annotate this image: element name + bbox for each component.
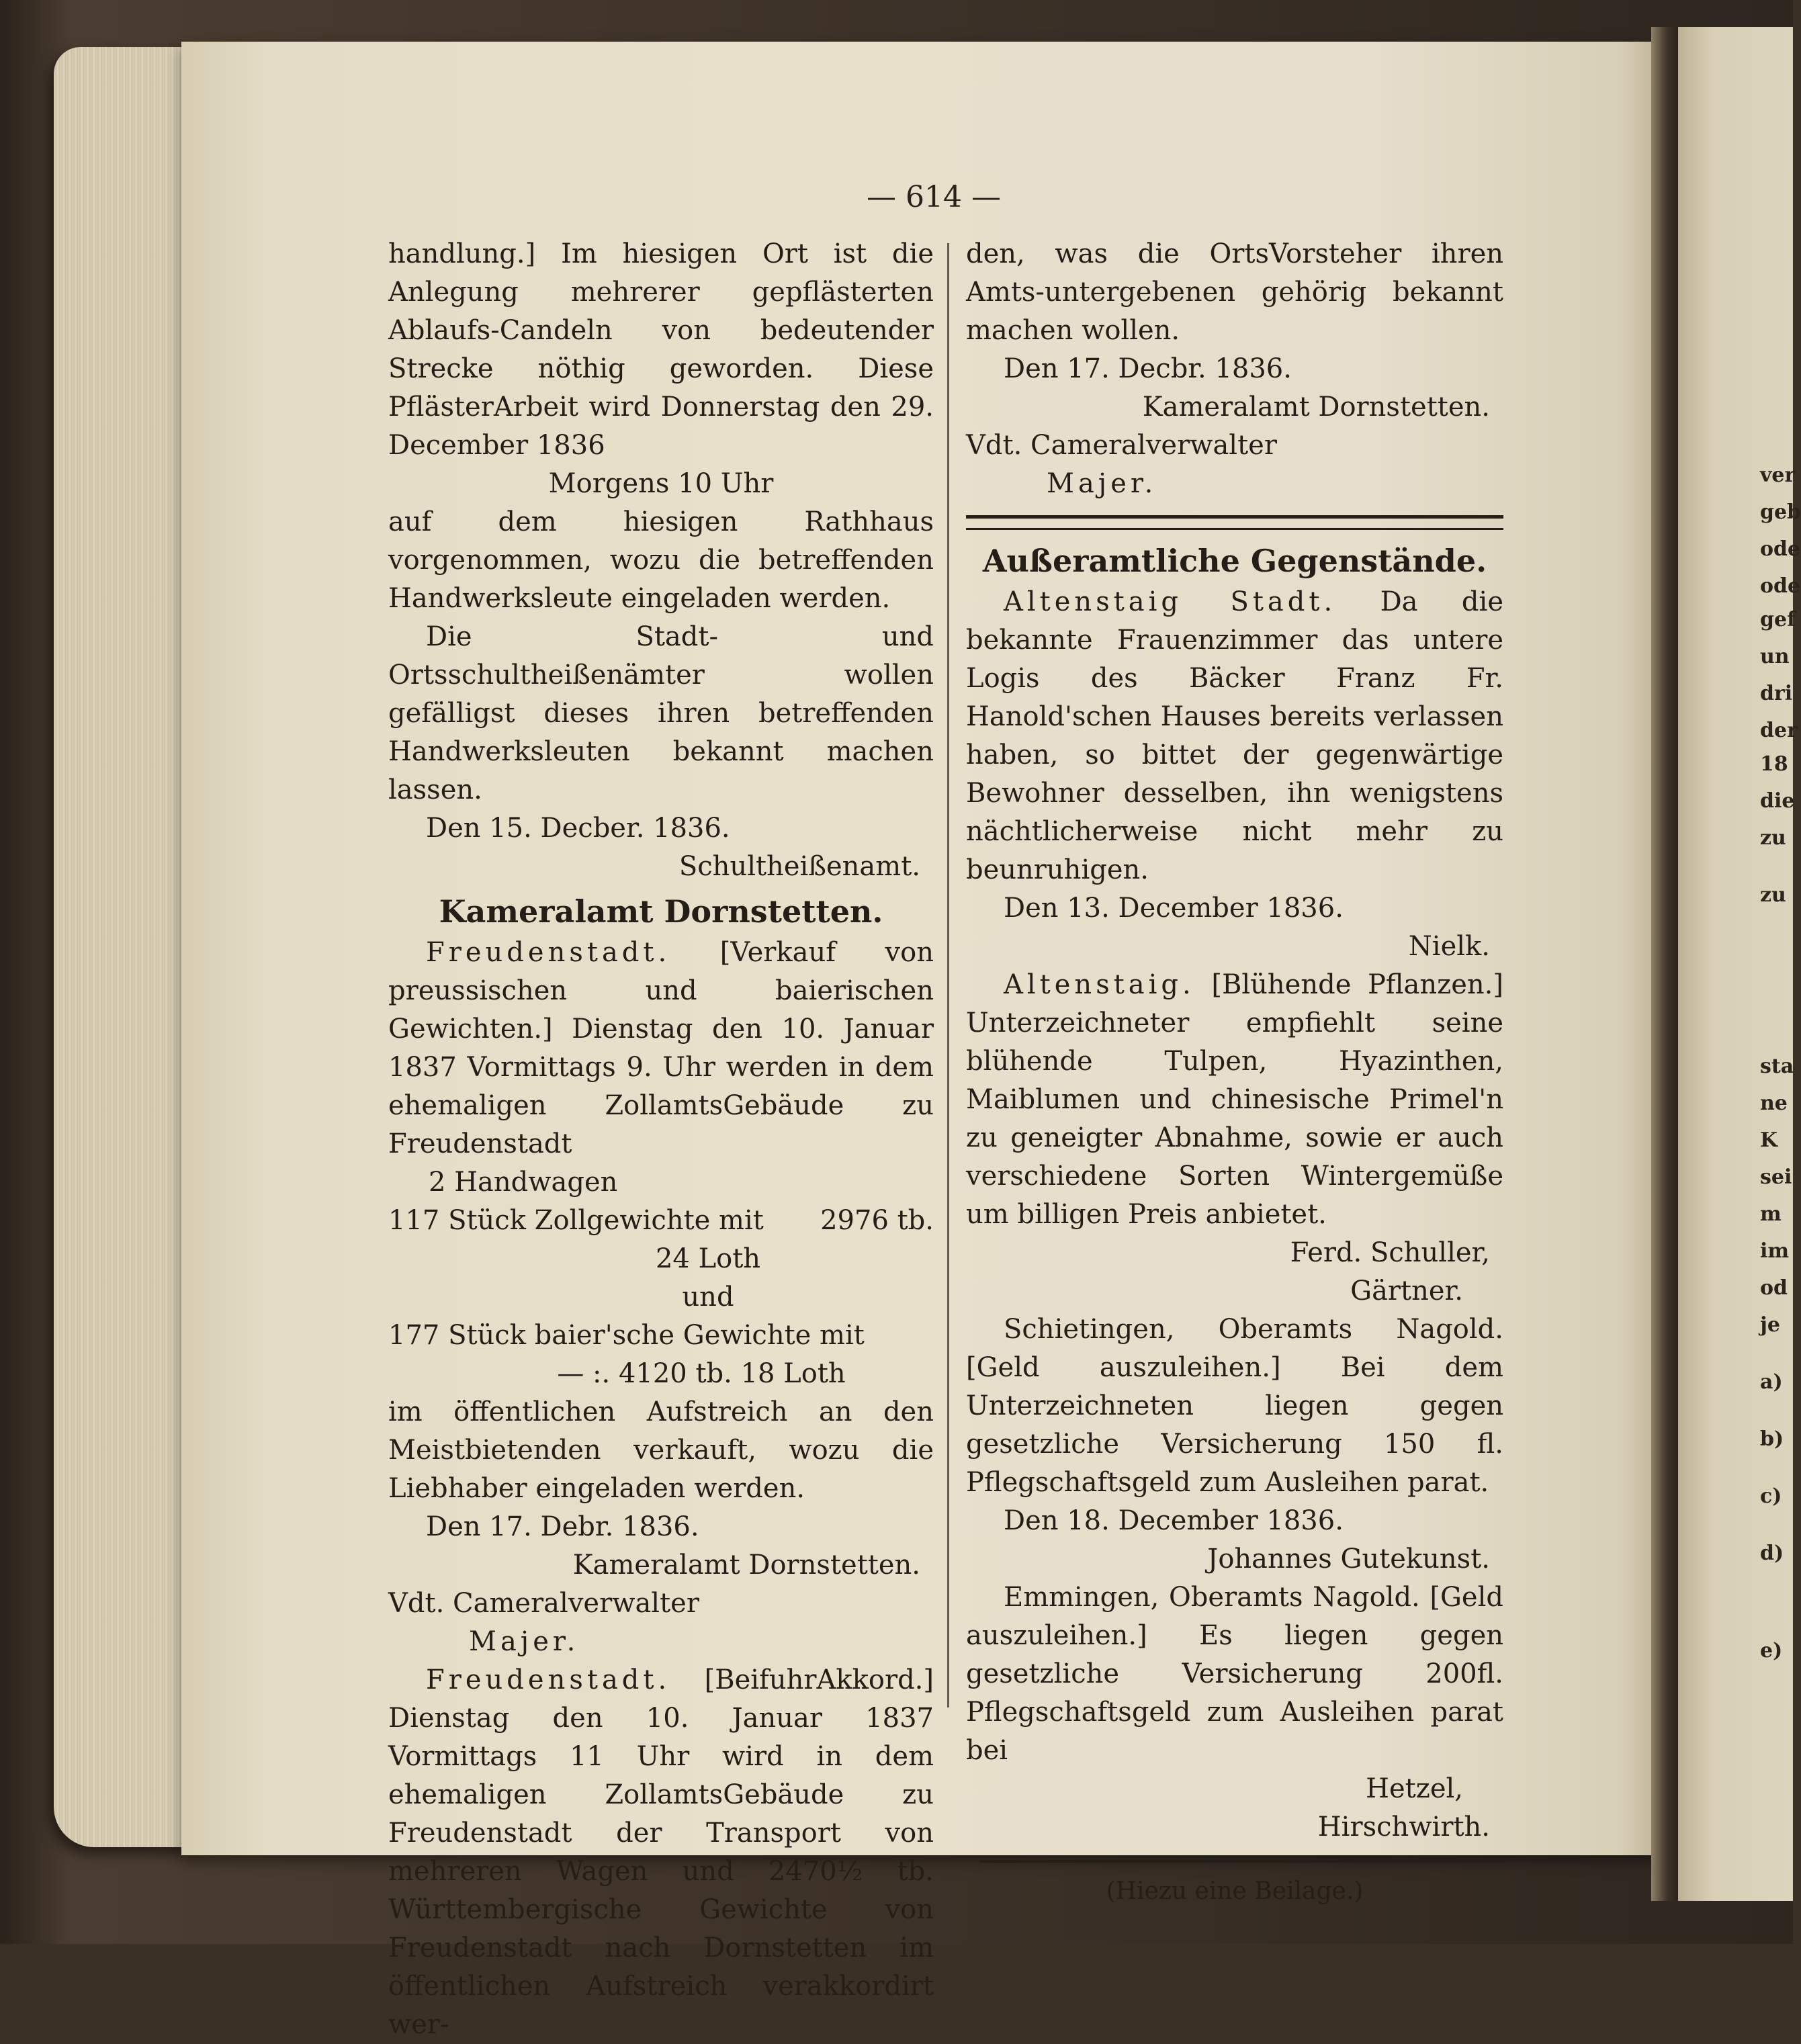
next-page-fragment: geb: [1760, 500, 1801, 524]
next-page-fragment: a): [1760, 1370, 1783, 1394]
ad-emmingen-signature: Hetzel,: [1366, 1773, 1463, 1804]
ad-weights-name: Majer.: [469, 1626, 580, 1657]
next-page-fragment: sei: [1760, 1165, 1792, 1189]
next-page-fragment: der: [1760, 719, 1798, 742]
ad-schietingen-text: [966, 1310, 1503, 1502]
next-page-fragment: d): [1760, 1542, 1784, 1565]
notice-paving-date: Den 15. Decber. 1836.: [426, 813, 730, 844]
next-page-fragment: je: [1760, 1313, 1780, 1337]
next-page-fragment: dri: [1760, 682, 1793, 705]
next-page-fragment: ver: [1760, 463, 1796, 487]
ad-altenstaig-body: Da die bekannte Frauenzimmer das untere Logis des Bäcker Franz Fr. Hanold'schen Hauses bereits verlassen haben, so bittet der gegenwärtige Bewohner desselben, ihn wenigstens nächtlicherweise nicht mehr zu beunruhigen.: [966, 586, 1503, 885]
next-page-fragment: zu: [1760, 826, 1786, 850]
ad-weights-item2-qty: 117 Stück Zollgewichte mit: [388, 1205, 764, 1236]
ad-transport-signature: Kameralamt Dornstetten.: [1142, 392, 1490, 423]
ad-transport-place: Freudenstadt.: [426, 1664, 671, 1695]
notice-paving-text: handlung.] Im hiesigen Ort ist die Anlegung mehrerer gepflästerten Ablaufs-Candeln von bedeutender Strecke nöthig geworden. Diese PflästerArbeit wird Donnerstag den 29. December 1836: [388, 238, 934, 461]
ad-altenstaig-place: Altenstaig Stadt.: [1004, 586, 1337, 617]
ad-weights-item1: 2 Handwagen: [429, 1167, 618, 1198]
ad-plants-body: [Blühende Pflanzen.] Unterzeichneter empfiehlt seine blühende Tulpen, Hyazinthen, Maiblumen und chinesische Primel'n zu geneigter Abnahme, sowie er auch verschiedene Sorten Wintergemüße um billigen Preis anbietet.: [966, 969, 1503, 1230]
page-number: — 614 —: [867, 180, 1001, 214]
footer-rule: [979, 1860, 1503, 1863]
next-page-fragment: ode: [1760, 537, 1801, 561]
ad-transport-vdt: Vdt. Cameralverwalter: [966, 430, 1277, 461]
ad-schietingen-signature: Johannes Gutekunst.: [1207, 1544, 1490, 1574]
ad-plants-signature: Ferd. Schuller,: [1290, 1237, 1490, 1268]
next-page-fragment: 18: [1760, 752, 1788, 776]
ad-plants-text: [966, 966, 1503, 1234]
ad-weights-vdt: Vdt. Cameralverwalter: [388, 1588, 699, 1619]
ad-weights-und: und: [682, 1282, 734, 1313]
ad-weights-body: [Verkauf von preussischen und baierischen Gewichten.] Dienstag den 10. Januar 1837 Vormittags 9. Uhr werden in dem ehemaligen ZollamtsGebäude zu Freudenstadt: [388, 937, 934, 1159]
next-page-fragment: ode: [1760, 574, 1801, 598]
next-page-fragment: die: [1760, 789, 1795, 813]
next-page-edge: [1678, 27, 1796, 1901]
next-page-fragment: od: [1760, 1276, 1788, 1300]
notice-paving-time: Morgens 10 Uhr: [548, 468, 774, 499]
footnote-supplement: (Hiezu eine Beilage.): [1106, 1877, 1364, 1905]
notice-paving-signature: Schultheißenamt.: [678, 851, 920, 882]
next-page-fragment: e): [1760, 1639, 1783, 1662]
ad-altenstaig-text: [966, 583, 1503, 889]
ad-altenstaig-date: Den 13. December 1836.: [1004, 893, 1344, 924]
ad-altenstaig-signature: Nielk.: [1408, 931, 1490, 962]
ad-weights-rest: im öffentlichen Aufstreich an den Meistbietenden verkauft, wozu die Liebhaber eingeladen werden.: [388, 1396, 934, 1504]
ad-emmingen-text: [966, 1579, 1503, 1770]
ad-weights-text: [388, 934, 934, 1163]
ad-weights-item3: 177 Stück baier'sche Gewichte mit: [388, 1320, 865, 1351]
section-heading-kameralamt: Kameralamt Dornstetten.: [439, 893, 883, 930]
page-edges: [54, 47, 188, 1847]
ad-transport-date: Den 17. Decbr. 1836.: [1004, 353, 1292, 384]
next-page-fragment: im: [1760, 1239, 1790, 1263]
ad-weights-item3-amount: — :. 4120 tb. 18 Loth: [557, 1358, 846, 1389]
left-column: [388, 235, 934, 2044]
book-gutter: [1651, 27, 1678, 1901]
next-page-fragment: b): [1760, 1427, 1784, 1451]
ad-weights-date: Den 17. Debr. 1836.: [426, 1511, 699, 1542]
ad-transport-text: [388, 1661, 934, 2044]
next-page-fragment: sta: [1760, 1055, 1794, 1078]
ad-schietingen-date: Den 18. December 1836.: [1004, 1505, 1344, 1536]
ad-transport-continued: den, was die OrtsVorsteher ihren Amts-untergebenen gehörig bekannt machen wollen.: [966, 238, 1503, 346]
ad-schietingen-body: [Geld auszuleihen.] Bei dem Unterzeichneten liegen gegen gesetzliche Versicherung 150 fl. Pflegschaftsgeld zum Ausleihen parat.: [966, 1352, 1503, 1498]
next-page-fragment: un: [1760, 645, 1790, 668]
ad-emmingen-body: [Geld auszuleihen.] Es liegen gegen gesetzliche Versicherung 200fl. Pflegschaftsgeld zum Ausleihen parat bei: [966, 1582, 1503, 1766]
section-double-rule: [966, 515, 1503, 530]
ad-schietingen-place: Schietingen, Oberamts Nagold.: [1004, 1314, 1503, 1345]
ad-weights-item2-loth: 24 Loth: [655, 1243, 761, 1274]
ad-plants-place: Altenstaig.: [1004, 969, 1195, 1000]
ad-weights-item2-amount: 2976 tb.: [820, 1205, 934, 1236]
ad-weights-signature: Kameralamt Dornstetten.: [572, 1550, 920, 1581]
notice-paving-p2: Die Stadt- und Ortsschultheißenämter wollen gefälligst dieses ihren betreffenden Handwerksleuten bekannt machen lassen.: [388, 621, 934, 805]
next-page-fragment: zu: [1760, 883, 1786, 907]
section-heading-ausseramtliche: Außeramtliche Gegenstände.: [982, 543, 1487, 579]
notice-paving-rest: auf dem hiesigen Rathhaus vorgenommen, wozu die betreffenden Handwerksleute eingeladen werden.: [388, 506, 934, 614]
next-page-fragment: gef: [1760, 608, 1796, 631]
ad-weights-item2: [388, 1202, 934, 1240]
next-page-fragment: m: [1760, 1202, 1782, 1226]
ad-emmingen-profession: Hirschwirth.: [1317, 1812, 1490, 1842]
next-page-fragment: c): [1760, 1484, 1782, 1508]
ad-plants-profession: Gärtner.: [1350, 1276, 1463, 1306]
next-page-fragment: ne: [1760, 1092, 1788, 1115]
right-column: [966, 235, 1503, 1910]
ad-weights-place: Freudenstadt.: [426, 937, 671, 968]
ad-transport-name: Majer.: [1047, 468, 1157, 499]
ad-emmingen-place: Emmingen, Oberamts Nagold.: [1004, 1582, 1420, 1613]
ad-transport-body: [BeifuhrAkkord.] Dienstag den 10. Januar 1837 Vormittags 11 Uhr wird in dem ehemaligen ZollamtsGebäude zu Freudenstadt der Transport von mehreren Wagen und 2470½ tb. Württembergische Gewichte von Freudenstadt nach Dornstetten im öffentlichen Aufstreich verakkordirt wer-: [388, 1664, 934, 2040]
next-page-fragment: K: [1760, 1128, 1778, 1152]
column-divider: [947, 243, 949, 1707]
